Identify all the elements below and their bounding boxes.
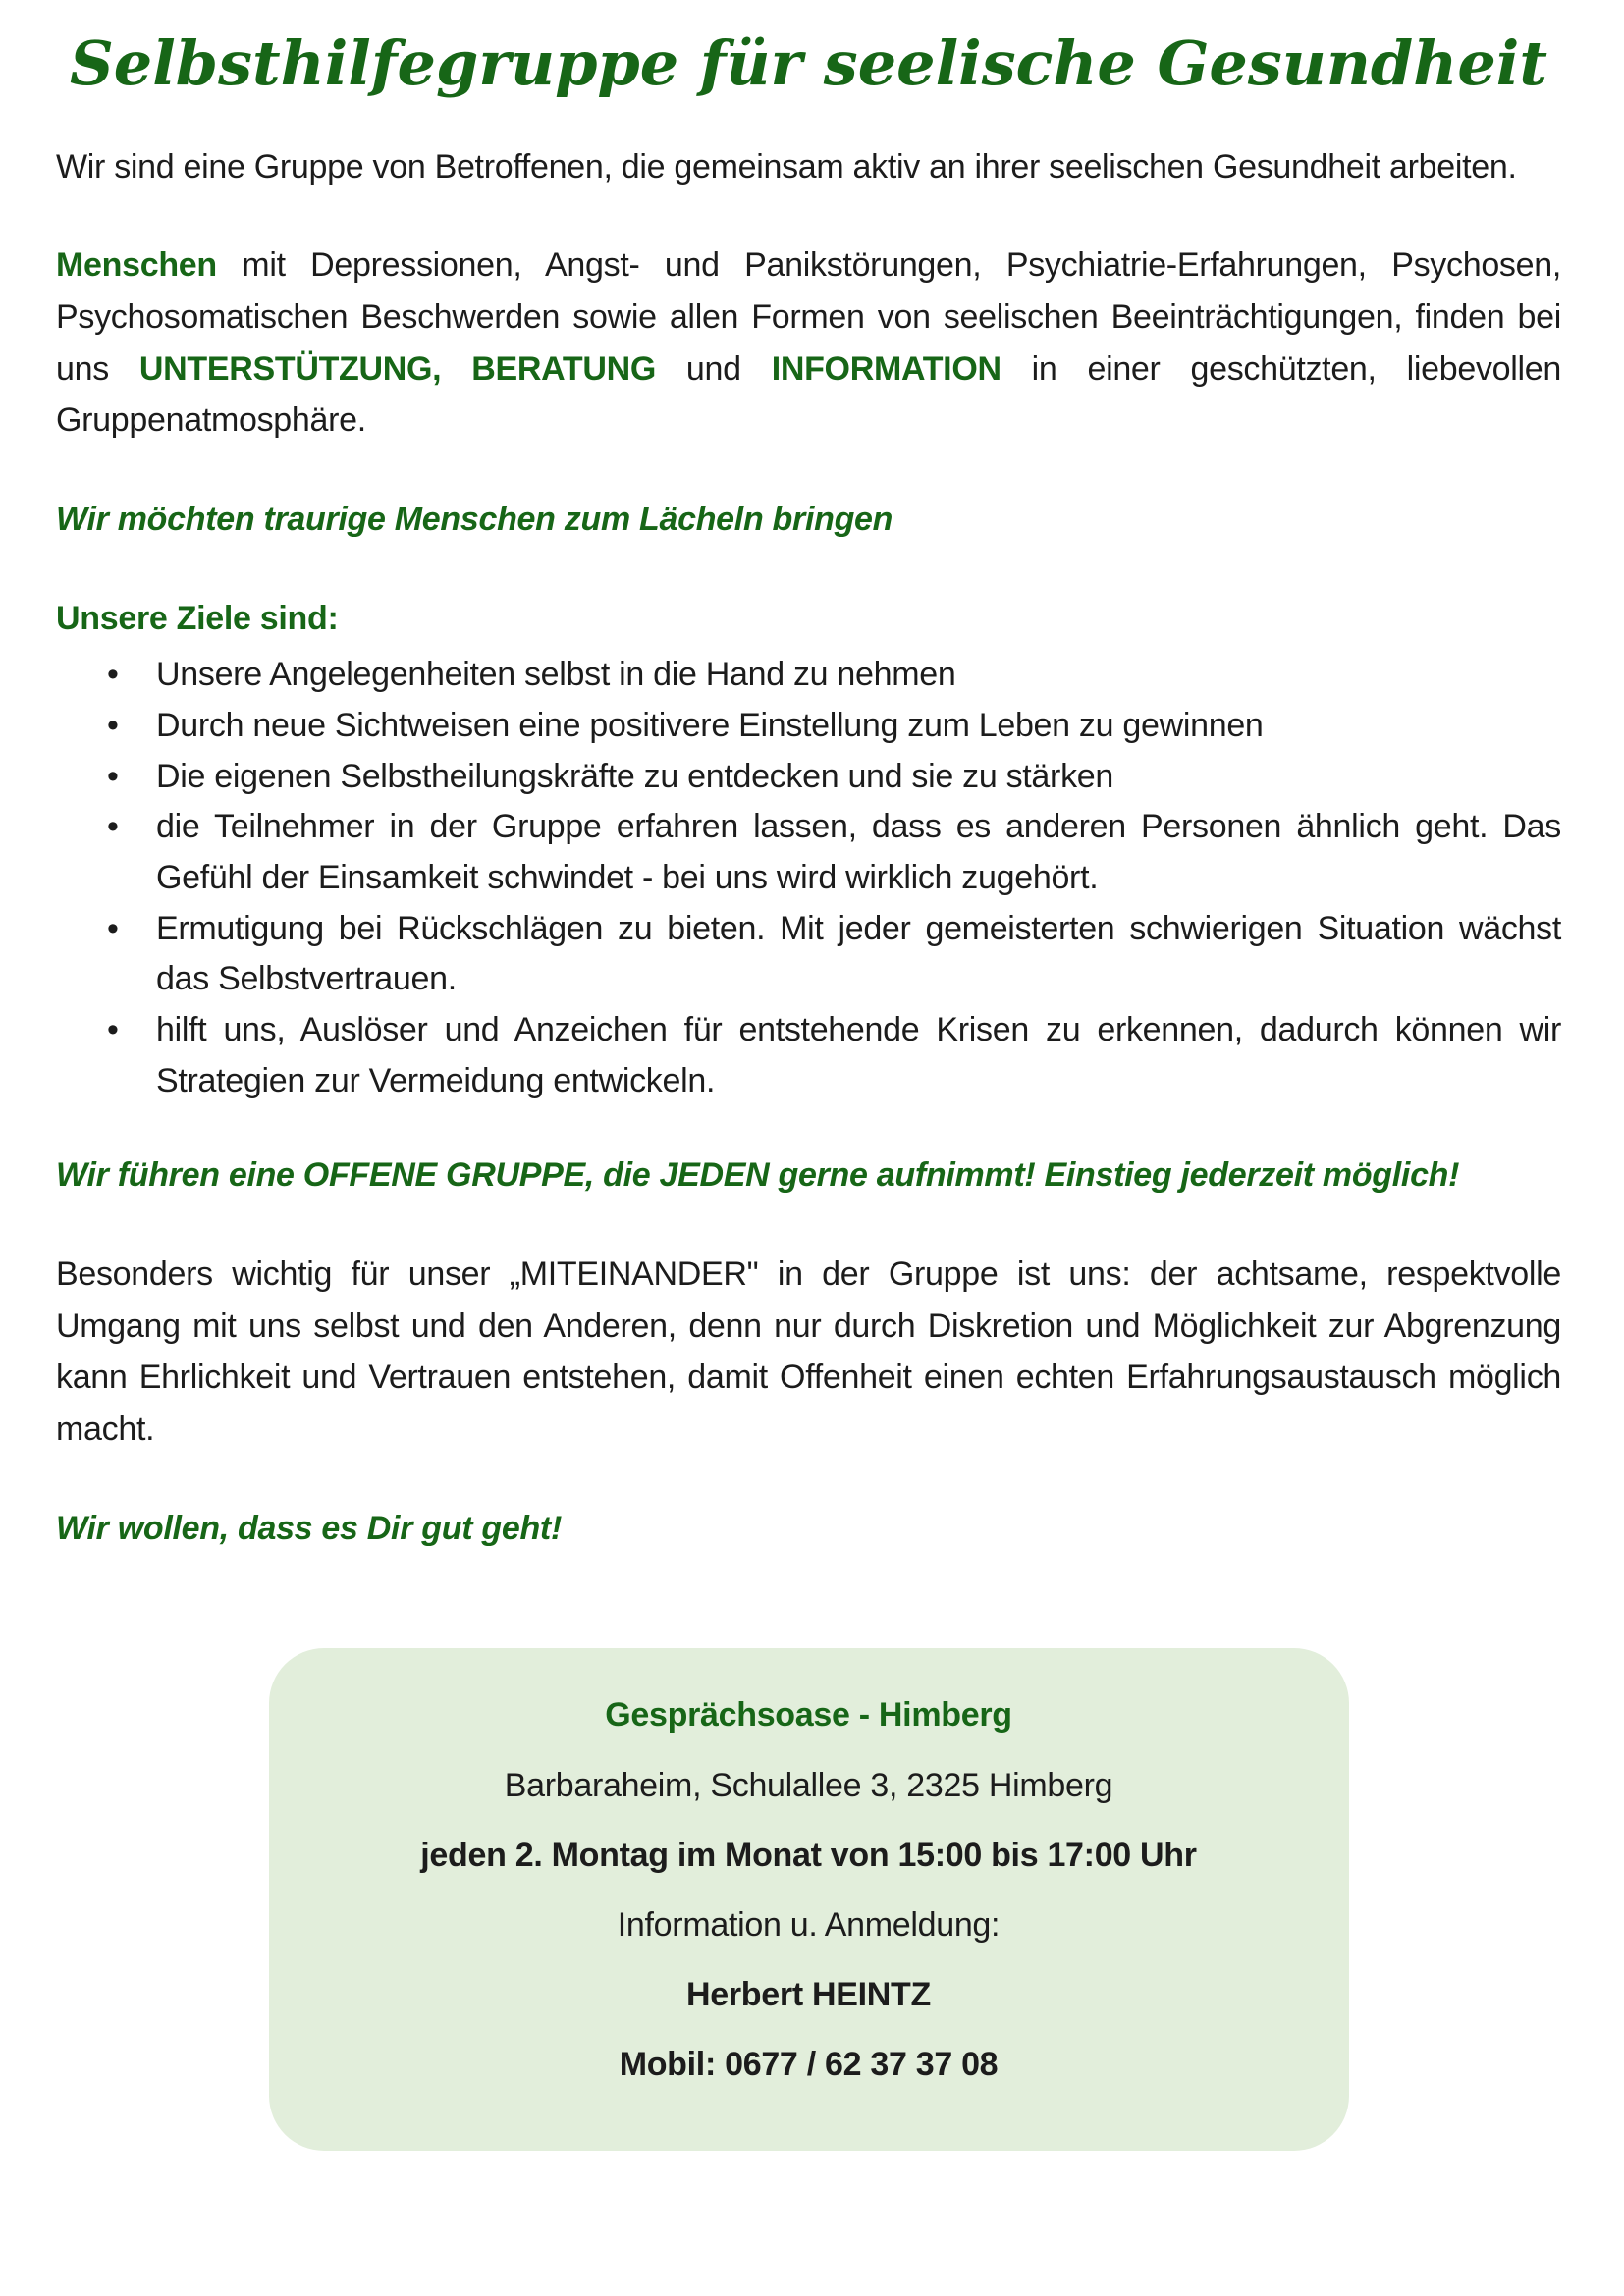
info-box-title: Gesprächsoase - Himberg [605,1696,1012,1735]
info-box-address: Barbaraheim, Schulallee 3, 2325 Himberg [504,1766,1113,1804]
goal-item [107,802,1561,903]
motto-wellbeing: Wir wollen, dass es Dir gut geht! [56,1509,562,1547]
goal-item-text: die Teilnehmer in der Gruppe erfahren lassen, dass es anderen Personen ähnlich geht. Das Gefühl der Einsamkeit schwindet - bei uns wird wirklich zugehört. [156,808,1561,896]
bullet-icon: • [107,757,119,795]
goal-item-text: Unsere Angelegenheiten selbst in die Hand zu nehmen [156,656,956,694]
goal-item [107,650,1561,701]
about-text-1: mit Depressionen, Angst- und Panikstörungen, Psychiatrie-Erfahrungen, Psychosen, Psychosomatischen Beschwerden sowie allen Formen von seelischen Beeinträchtigungen, finden bei uns [56,246,1561,388]
info-box-contact-name: Herbert HEINTZ [686,1976,931,2014]
goal-item [107,701,1561,752]
contact-info-box [269,1648,1349,2150]
bullet-icon: • [107,909,119,947]
info-box-schedule: jeden 2. Montag im Monat von 15:00 bis 17:00 Uhr [420,1836,1197,1874]
goal-item [107,904,1561,1005]
motto-smile: Wir möchten traurige Menschen zum Lächeln bringen [56,500,893,538]
goals-heading: Unsere Ziele sind: [56,599,339,637]
bullet-icon: • [107,1011,119,1049]
info-box-contact-label: Information u. Anmeldung: [617,1906,1001,1945]
goals-list [56,650,1561,1106]
about-lead-word: Menschen [56,246,217,285]
about-text-3: in einer geschützten, liebevollen Gruppenatmosphäre. [56,349,1561,440]
motto-open-group: Wir führen eine OFFENE GRUPPE, die JEDEN gerne aufnimmt! Einstieg jederzeit möglich! [56,1156,1460,1195]
about-paragraph [56,240,1561,447]
goal-item-text: Ermutigung bei Rückschlägen zu bieten. Mit jeder gemeisterten schwierigen Situation wächst das Selbstvertrauen. [156,909,1561,998]
page-title: Selbsthilfegruppe für seelische Gesundheit [70,27,1547,99]
goal-item [107,752,1561,803]
about-highlight-support: UNTERSTÜTZUNG, BERATUNG [138,349,656,388]
intro-paragraph: Wir sind eine Gruppe von Betroffenen, die gemeinsam aktiv an ihrer seelischen Gesundheit arbeiten. [56,147,1517,186]
goal-item-text: hilft uns, Auslöser und Anzeichen für entstehende Krisen zu erkennen, dadurch können wir Strategien zur Vermeidung entwickeln. [156,1011,1561,1099]
about-text-2: und [655,349,772,388]
bullet-icon: • [107,656,119,694]
goal-item [107,1005,1561,1106]
bullet-icon: • [107,706,119,744]
goal-item-text: Durch neue Sichtweisen eine positivere Einstellung zum Leben zu gewinnen [156,706,1264,744]
together-paragraph: Besonders wichtig für unser „MITEINANDER" in der Gruppe ist uns: der achtsame, respektvolle Umgang mit uns selbst und den Anderen, denn nur durch Diskretion und Möglichkeit zur Abgrenzung kann Ehrlichkeit und Vertrauen entstehen, damit Offenheit einen echten Erfahrungsaustausch möglich macht. [56,1255,1561,1449]
about-highlight-information: INFORMATION [771,349,1001,388]
info-box-contact-phone: Mobil: 0677 / 62 37 37 08 [619,2046,999,2084]
goal-item-text: Die eigenen Selbstheilungskräfte zu entdecken und sie zu stärken [156,757,1113,795]
bullet-icon: • [107,808,119,846]
